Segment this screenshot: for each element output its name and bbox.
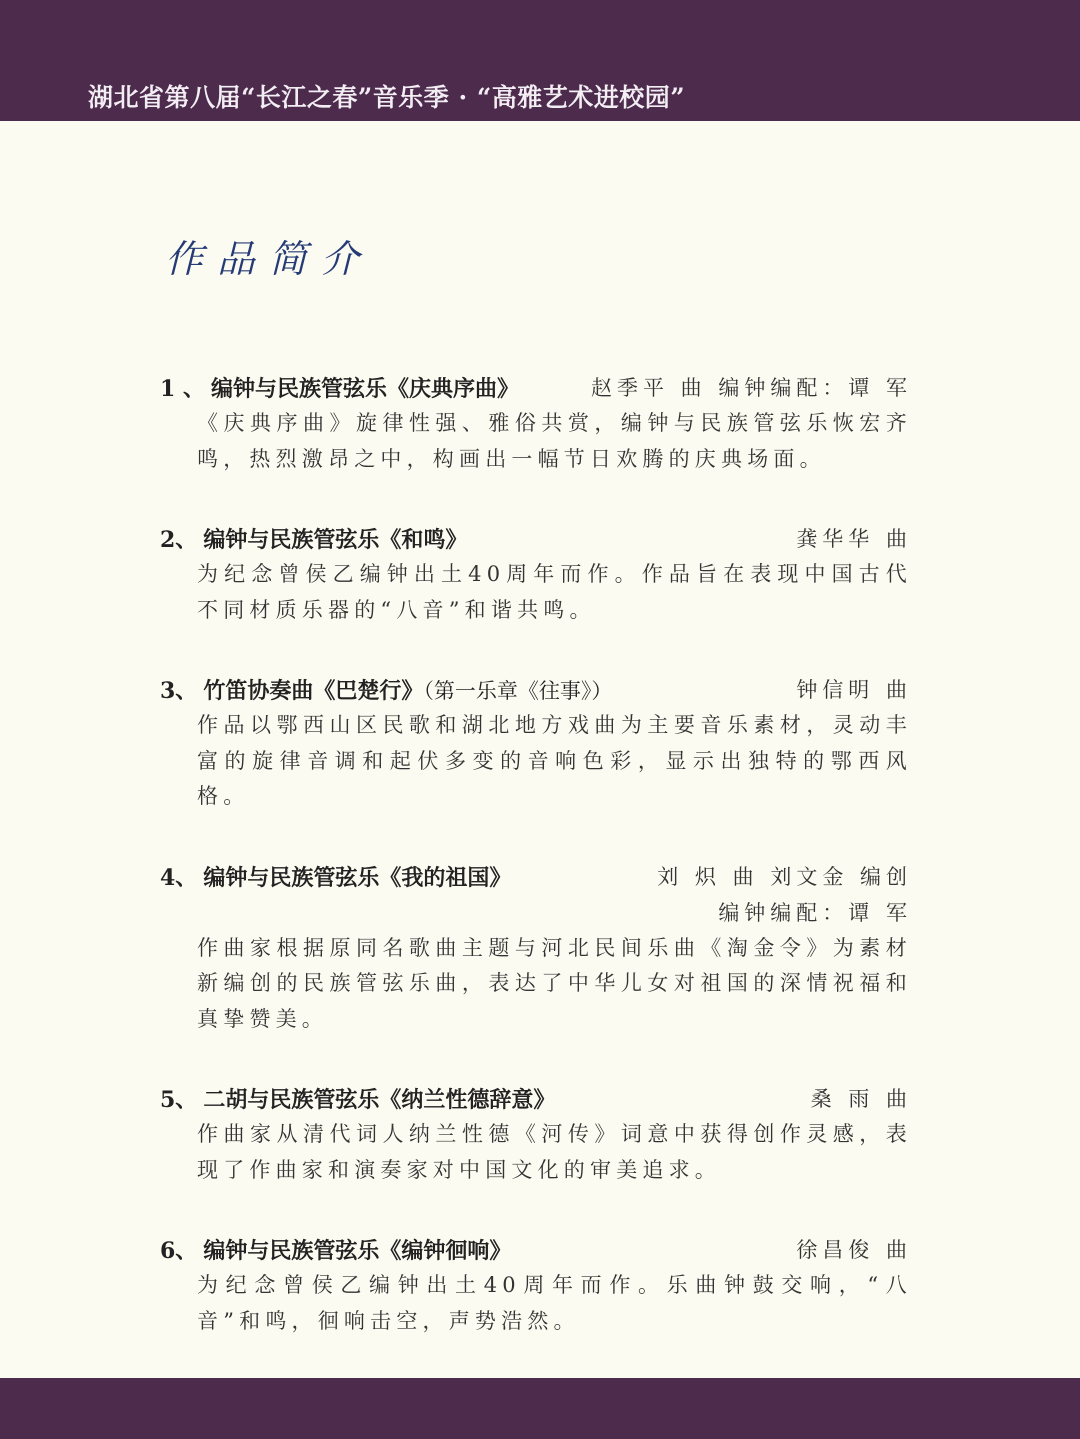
footer-bar [0,1378,1080,1439]
program-item-description: 为纪念曾侯乙编钟出土40周年而作。乐曲钟鼓交响，“八音”和鸣，徊响击空，声势浩然。 [197,1273,912,1333]
program-item-description: 作曲家根据原同名歌曲主题与河北民间乐曲《淘金令》为素材新编创的民族管弦乐曲，表达了中华儿女对祖国的深情祝福和真挚赞美。 [197,935,912,1031]
program-item-subtitle: （第一乐章《往事》） [423,679,613,703]
program-item-header [160,519,912,557]
program-item-name: 编钟与民族管弦乐《我的祖国》 [203,864,512,891]
program-item-credit: 钟信明 曲 [796,678,912,702]
program-item-header [160,1230,912,1268]
program-item-title [160,674,612,705]
program-item-number: 1 、 [160,376,205,402]
program-item-description: 《庆典序曲》旋律性强、雅俗共赏，编钟与民族管弦乐恢宏齐鸣，热烈激昂之中，构画出一幅节日欢腾的庆典场面。 [197,411,912,471]
program-item-description: 为纪念曾侯乙编钟出土40周年而作。作品旨在表现中国古代不同材质乐器的“八音”和谐共鸣。 [197,562,912,622]
program-item-name: 编钟与民族管弦乐《庆典序曲》 [210,376,519,402]
program-item-name: 二胡与民族管弦乐《纳兰性德辞意》 [203,1087,556,1113]
program-item-credit: 徐昌俊 曲 [796,1238,912,1262]
program-item-header [160,368,912,406]
program-item [160,857,912,1038]
program-item-name: 竹笛协奏曲《巴楚行》 [203,678,424,704]
program-item-description: 作曲家从清代词人纳兰性德《河传》词意中获得创作灵感，表现了作曲家和演奏家对中国文化的审美追求。 [197,1122,912,1182]
program-item-header [160,1079,912,1117]
program-item [160,670,912,815]
program-item-credit: 龚华华 曲 [796,527,912,551]
program-list [160,368,912,1381]
program-item [160,1079,912,1188]
program-item-number: 2、 [160,527,198,553]
section-title: 作品简介 [165,237,374,281]
program-item-number: 6、 [160,1238,198,1264]
program-item [160,1230,912,1339]
program-item-description: 作品以鄂西山区民歌和湖北地方戏曲为主要音乐素材，灵动丰富的旋律音调和起伏多变的音响色彩，显示出独特的鄂西风格。 [197,713,912,808]
program-item-name: 编钟与民族管弦乐《编钟徊响》 [203,1238,512,1264]
program-item-name: 编钟与民族管弦乐《和鸣》 [203,527,468,553]
program-item-header [160,857,912,895]
header-bar [0,0,1080,121]
program-item-header [160,670,912,708]
program-item-title [160,1234,511,1265]
program-item-title [160,1083,555,1114]
program-item [160,368,912,477]
program-item-credit: 刘 炽 曲 刘文金 编创 [657,864,912,889]
program-item-credit-secondary: 编钟编配：谭 军 [718,900,912,925]
program-item [160,519,912,628]
header-title: 湖北省第八届“长江之春”音乐季 · “高雅艺术进校园” [88,83,686,112]
program-item-title [160,861,511,892]
program-item-number: 3、 [160,678,198,704]
program-item-number: 5、 [160,1087,198,1113]
program-item-number: 4、 [160,864,198,891]
program-item-credit: 桑 雨 曲 [810,1087,912,1111]
program-item-title [160,372,519,403]
program-item-credit: 赵季平 曲 编钟编配：谭 军 [590,376,912,400]
program-item-title [160,523,467,554]
